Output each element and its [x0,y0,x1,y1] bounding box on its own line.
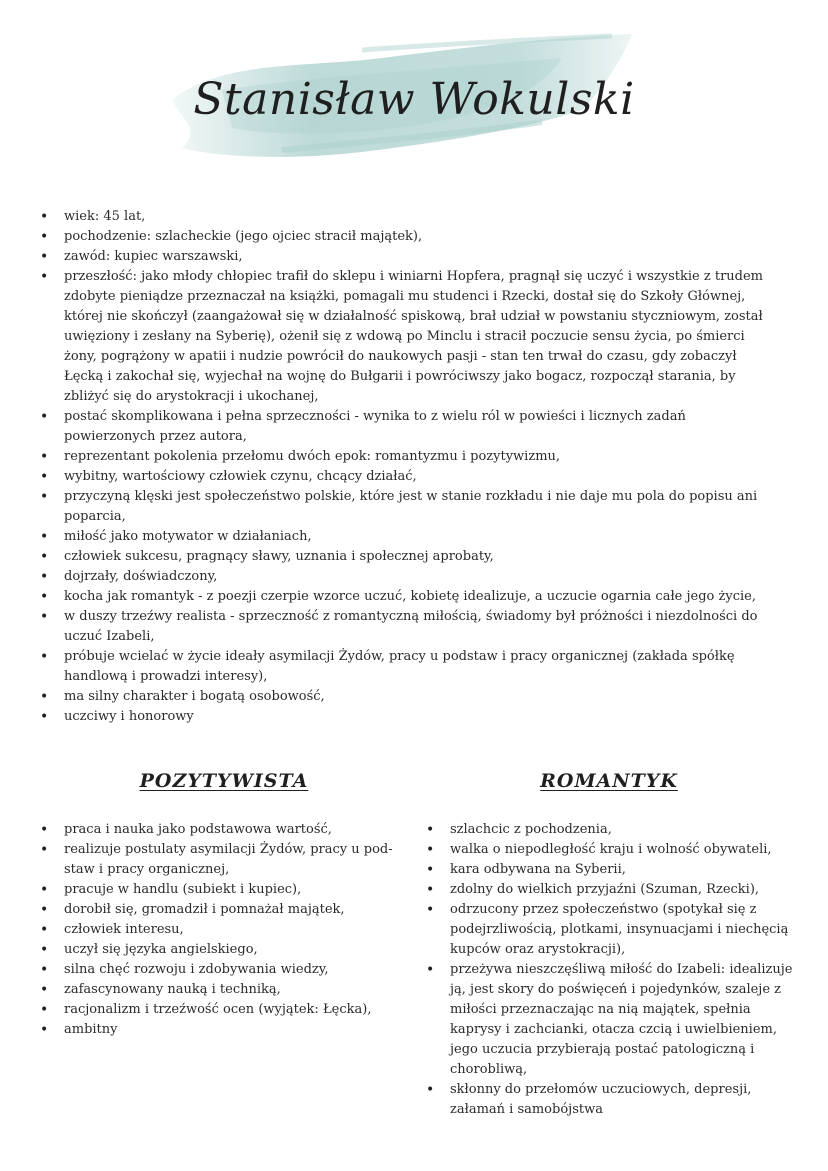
list-item: • zawód: kupiec warszawski, [38,247,778,267]
list-item: • dojrzały, doświadczony, [38,567,778,587]
list-item: • ma silny charakter i bogatą osobowość, [38,687,778,707]
list-item: • miłość jako motywator w działaniach, [38,527,778,547]
list-item: • przyczyną klęski jest społeczeństwo polskie, które jest w stanie rozkładu i nie daje mu pola do popisu ani poparcia, [38,487,778,527]
list-item: • przeżywa nieszczęśliwą miłość do Izabeli: idealizuje ją, jest skory do poświęceń i pojedynków, szaleje z miłości przeznaczając na nią majątek, spełnia kaprysy i zachcianki, otacza czcią i uwielbieniem, jego uczucia przybierają postać patologiczną i chorobliwą, [424,960,794,1080]
list-item: • postać skomplikowana i pełna sprzeczności - wynika to z wielu ról w powieści i licznych zadań powierzonych przez autora, [38,407,778,447]
list-item: • ambitny [38,1020,410,1040]
list-item: • silna chęć rozwoju i zdobywania wiedzy, [38,960,410,980]
list-item: • praca i nauka jako podstawowa wartość, [38,820,410,840]
list-item: • pracuje w handlu (subiekt i kupiec), [38,880,410,900]
list-item: • uczciwy i honorowy [38,707,778,727]
list-item: • kocha jak romantyk - z poezji czerpie wzorce uczuć, kobietę idealizuje, a uczucie ogarnia całe jego życie, [38,587,778,607]
list-item: • w duszy trzeźwy realista - sprzeczność z romantyczną miłością, świadomy był próżności i niezdolności do uczuć Izabeli, [38,607,778,647]
list-item: • zafascynowany nauką i techniką, [38,980,410,1000]
list-item: • próbuje wcielać w życie ideały asymilacji Żydów, pracy u podstaw i pracy organicznej (zakłada spółkę handlową i prowadzi interesy), [38,647,778,687]
list-item: • wybitny, wartościowy człowiek czynu, chcący działać, [38,467,778,487]
list-item: • racjonalizm i trzeźwość ocen (wyjątek: Łęcka), [38,1000,410,1020]
list-item: • zdolny do wielkich przyjaźni (Szuman, Rzecki), [424,880,794,900]
list-item: • uczył się języka angielskiego, [38,940,410,960]
romantyk-list [424,820,794,1120]
list-item: • pochodzenie: szlacheckie (jego ojciec stracił majątek), [38,227,778,247]
list-item: • wiek: 45 lat, [38,207,778,227]
romantyk-column [424,770,794,1117]
list-item: • reprezentant pokolenia przełomu dwóch epok: romantyzmu i pozytywizmu, [38,447,778,467]
list-item: • realizuje postulaty asymilacji Żydów, pracy u pod- staw i pracy organicznej, [38,840,410,880]
main-list [38,207,778,727]
list-item: • kara odbywana na Syberii, [424,860,794,880]
pozytywista-heading: POZYTYWISTA [139,770,309,792]
list-item: • skłonny do przełomów uczuciowych, depresji, załamań i samobójstwa [424,1080,794,1120]
header [0,0,828,190]
romantyk-heading: ROMANTYK [540,770,678,792]
list-item: • człowiek interesu, [38,920,410,940]
list-item: • odrzucony przez społeczeństwo (spotykał się z podejrzliwością, plotkami, insynuacjami i niechęcią kupców oraz arystokracji), [424,900,794,960]
page-title: Stanisław Wokulski [193,74,635,125]
pozytywista-list [38,820,410,1040]
list-item: • człowiek sukcesu, pragnący sławy, uznania i społecznej aprobaty, [38,547,778,567]
list-item: • przeszłość: jako młody chłopiec trafił do sklepu i winiarni Hopfera, pragnął się uczyć i wszystkie z trudem zdobyte pieniądze przeznaczał na książki, pomagali mu studenci i Rzecki, dostał się do Szkoły Głównej, której nie skończył (zaangażował się w działalność spiskową, brał udział w powstaniu styczniowym, został uwięziony i zesłany na Syberię), ożenił się z wdową po Minclu i stracił poczucie sensu życia, po śmierci żony, pogrążony w apatii i nudzie powrócił do naukowych pasji - stan ten trwał do czasu, gdy zobaczył Łęcką i zakochał się, wyjechał na wojnę do Bułgarii i powróciwszy jako bogacz, rozpoczął starania, by zbliżyć się do arystokracji i ukochanej, [38,267,778,407]
list-item: • dorobił się, gromadził i pomnażał majątek, [38,900,410,920]
list-item: • szlachcic z pochodzenia, [424,820,794,840]
list-item: • walka o niepodległość kraju i wolność obywateli, [424,840,794,860]
pozytywista-column [38,770,410,1037]
